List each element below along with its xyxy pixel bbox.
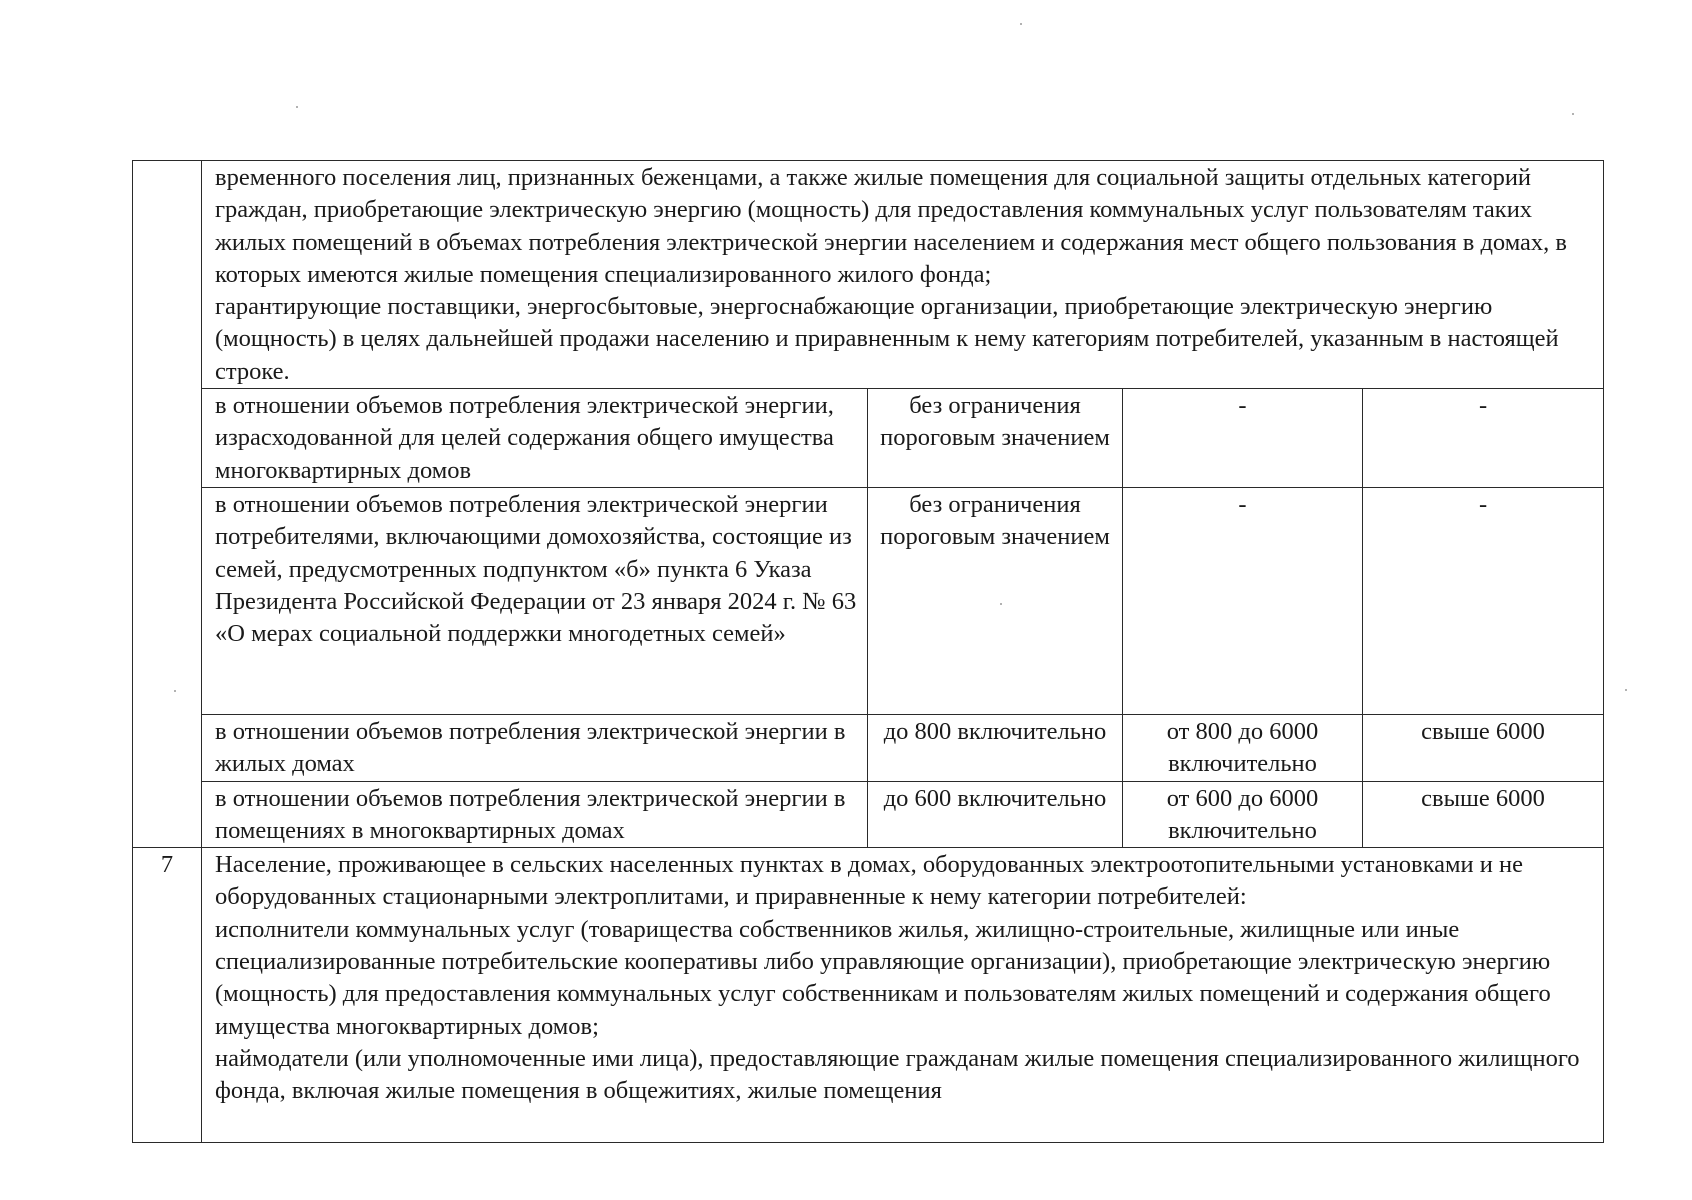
table-row: [133, 714, 1604, 781]
category-description: временного поселения лиц, признанных беженцами, а также жилые помещения для социальной защиты отдельных категорий граждан, приобретающие электрическую энергию (мощность) для предоставления коммунальных услуг пользователям таких жилых помещений в объемах потребления электрической энергии населением и содержания мест общего пользования в домах, в которых имеются жилые помещения специализированного жилого фонда; гарантирующие поставщики, энергосбытовые, энергоснабжающие организации, приобретающие электрическую энергию (мощность) в целях дальнейшей продажи населению и приравненным к нему категориям потребителей, указанным в настоящей строке.: [215, 164, 1567, 385]
scan-speck: [1000, 603, 1002, 605]
category-description-cell: [202, 161, 1604, 389]
consumption-label: в отношении объемов потребления электрической энергии, израсходованной для целей содержания общего имущества многоквартирных домов: [202, 389, 868, 488]
threshold-cell: до 600 включительно: [868, 781, 1123, 848]
table-row: [133, 161, 1604, 389]
above-cell: свыше 6000: [1363, 714, 1604, 781]
threshold-cell: без ограничения пороговым значением: [868, 389, 1123, 488]
scan-speck: [296, 106, 298, 108]
above-cell: -: [1363, 487, 1604, 714]
above-cell: свыше 6000: [1363, 781, 1604, 848]
threshold-cell: без ограничения пороговым значением: [868, 487, 1123, 714]
scan-speck: [1625, 689, 1627, 691]
consumption-label: в отношении объемов потребления электрической энергии потребителями, включающими домохозяйства, состоящие из семей, предусмотренных подпунктом «б» пункта 6 Указа Президента Российской Федерации от 23 января 2024 г. № 63 «О мерах социальной поддержки многодетных семей»: [202, 487, 868, 714]
range-cell: -: [1123, 389, 1363, 488]
table-row: [133, 487, 1604, 714]
category-description: Население, проживающее в сельских населенных пунктах в домах, оборудованных электроотопительными установками и не оборудованных стационарными электроплитами, и приравненные к нему категории потребителей: исполнители коммунальных услуг (товарищества собственников жилья, жилищно-строительные, жилищные или иные специализированные потребительские кооперативы либо управляющие организации), приобретающие электрическую энергию (мощность) для предоставления коммунальных услуг собственникам и пользователям жилых помещений и содержания общего имущества многоквартирных домов; наймодатели (или уполномоченные ими лица), предоставляющие гражданам жилые помещения специализированного жилищного фонда, включая жилые помещения в общежитиях, жилые помещения: [215, 851, 1580, 1105]
range-cell: от 800 до 6000 включительно: [1123, 714, 1363, 781]
row-number-cell-empty: [133, 161, 202, 848]
scan-speck: [174, 690, 176, 692]
consumption-label: в отношении объемов потребления электрической энергии в жилых домах: [202, 714, 868, 781]
row-number: 7: [133, 848, 202, 1143]
table-row: [133, 848, 1604, 1143]
above-cell: -: [1363, 389, 1604, 488]
scan-speck: [1572, 113, 1574, 115]
category-description-cell: [202, 848, 1604, 1143]
threshold-cell: до 800 включительно: [868, 714, 1123, 781]
table-row: [133, 389, 1604, 488]
table-row: [133, 781, 1604, 848]
scan-speck: [1020, 23, 1022, 25]
range-cell: -: [1123, 487, 1363, 714]
range-cell: от 600 до 6000 включительно: [1123, 781, 1363, 848]
tariff-table: [132, 160, 1604, 1143]
consumption-label: в отношении объемов потребления электрической энергии в помещениях в многоквартирных домах: [202, 781, 868, 848]
